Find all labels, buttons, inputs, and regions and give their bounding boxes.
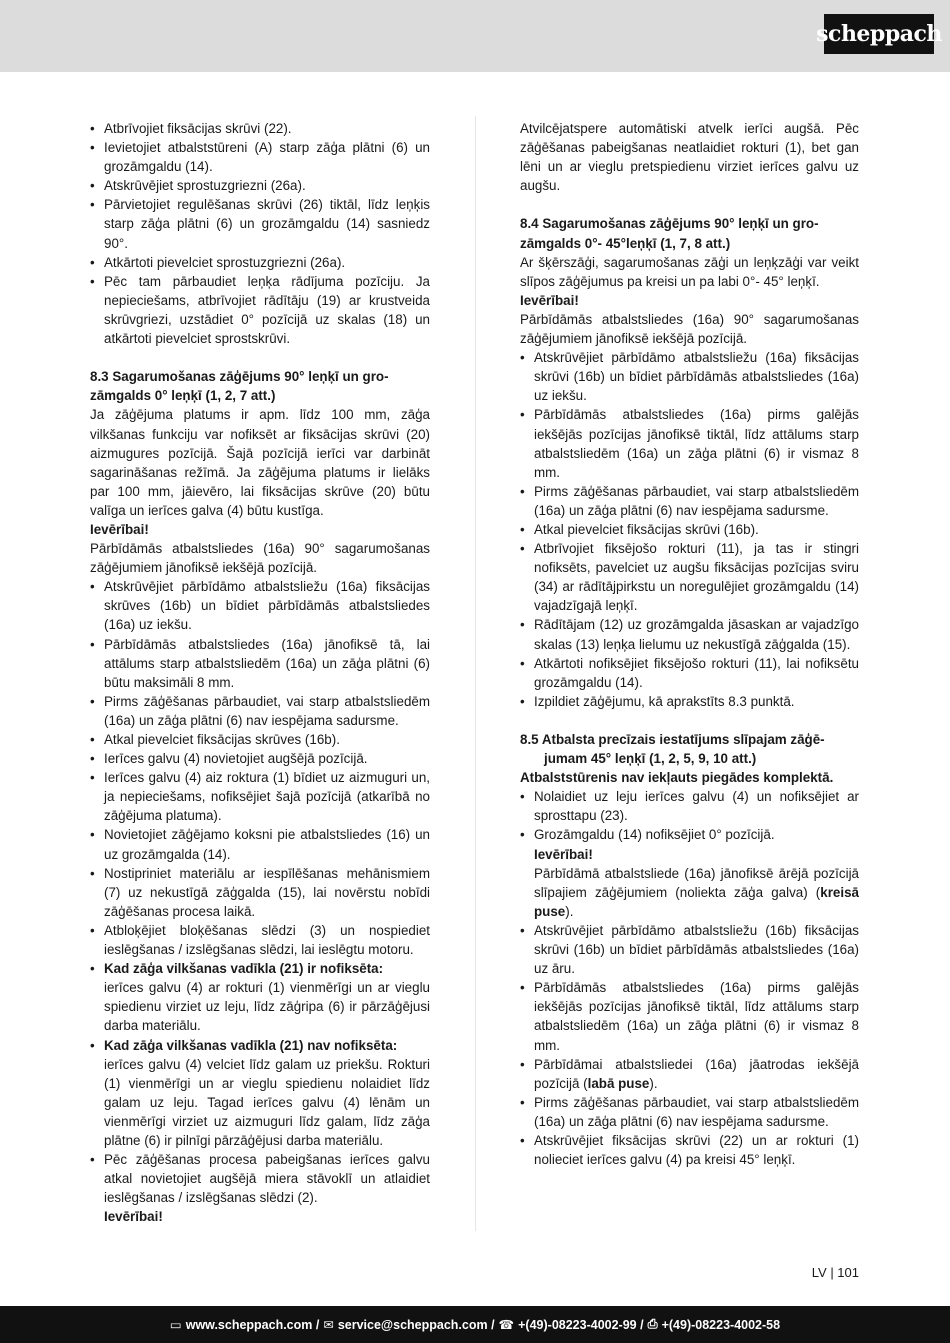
list-item: • Ievietojiet atbalststūreni (A) starp zāģa plātni (6) un grozāmgaldu (14). <box>90 138 430 176</box>
list-item: • Nolaidiet uz leju ierīces galvu (4) un nofiksējiet ar sprosttapu (23). <box>520 787 859 825</box>
list-item: • Atskrūvējiet pārbīdāmo atbalstsliežu (16a) fiksācijas skrūves (16b) un bīdiet pārbīdāmās atbalstsliedes (16a) uz iekšu. <box>90 577 430 634</box>
list-item: • Atbrīvojiet fiksācijas skrūvi (22). <box>90 119 430 138</box>
list-item: • Ierīces galvu (4) aiz roktura (1) bīdiet uz aizmuguri un, ja nepieciešams, nofiksējiet šajā pozīcijā (atkarībā no zāģējuma platuma). <box>90 768 430 825</box>
right-column <box>520 119 859 1169</box>
list-item: • Pārbīdāmās atbalstsliedes (16a) jānofiksē tā, lai attālums starp atbalstsliedēm (16a) un zāģa plātni (6) būtu maksimāli 8 mm. <box>90 635 430 692</box>
page-number: LV | 101 <box>811 1265 859 1280</box>
list-item: • Atkal pievelciet fiksācijas skrūves (16b). <box>90 730 430 749</box>
list-item: • Pārbīdāmās atbalstsliedes (16a) pirms galējās iekšējās pozīcijas jānofiksē tiktāl, līdz attālums starp atbalstsliedēm (16a) un zāģa plātni (6) ir vismaz 8 mm. <box>520 405 859 481</box>
section-8-3-list <box>90 577 430 1226</box>
note-label: Ievērībai! <box>90 521 149 537</box>
section-8-5-heading: 8.5 Atbalsta precīzais iestatījums slīpajam zāģē- jumam 45° leņķī (1, 2, 5, 9, 10 att.) <box>520 732 825 767</box>
continuation-paragraph: Atvilcējatspere automātiski atvelk ierīci augšā. Pēc zāģēšanas pabeigšanas neatlaidiet rokturi (1), bet gan lēni un ar vieglu pretspiedienu virziet ierīces galvu uz augšu. <box>520 121 859 194</box>
intro-list <box>90 119 430 348</box>
list-item: • Atskrūvējiet fiksācijas skrūvi (22) un ar rokturi (1) nolieciet ierīces galvu (4) pa kreisi 45° leņķī. <box>520 1131 859 1169</box>
section-8-4-paragraph: Ar šķērszāģi, sagarumošanas zāģi un leņķzāģi var veikt slīpos zāģējumus pa kreisi un pa labi 0°- 45° leņķī. <box>520 254 859 289</box>
scheppach-logo: scheppach <box>824 14 934 54</box>
note-label: Ievērībai! <box>520 292 579 308</box>
list-item: • Atbrīvojiet fiksējošo rokturi (11), ja tas ir stingri nofiksēts, pavelciet uz augšu fiksācijas pozīcijas sviru (34) ar rādītājpirkstu un noregulējiet grozāmgaldu (14) vajadzīgajā leņķī. <box>520 539 859 615</box>
list-item: • Atskrūvējiet pārbīdāmo atbalstsliežu (16a) fiksācijas skrūvi (16b) un bīdiet pārbīdāmās atbalstsliedes (16a) uz iekšu. <box>520 348 859 405</box>
list-item: • Atkārtoti pievelciet sprostuzgriezni (26a). <box>90 253 430 272</box>
phone-icon: ☎ <box>498 1318 515 1332</box>
note-text: Pārbīdāmās atbalstsliedes (16a) 90° sagarumošanas zāģējumiem jānofiksē iekšējā pozīcijā. <box>520 311 859 347</box>
note-label: Ievērībai! <box>534 846 593 862</box>
computer-icon: ▭ <box>169 1318 182 1332</box>
section-8-4-heading: 8.4 Sagarumošanas zāģējums 90° leņķī un gro- zāmgalds 0°- 45°leņķī (1, 7, 8 att.) <box>520 216 819 251</box>
list-item: • Atbloķējiet bloķēšanas slēdzi (3) un nospiediet ieslēgšanas / izslēgšanas slēdzi, lai ieslēgtu motoru. <box>90 921 430 959</box>
footer-bar <box>0 1306 950 1343</box>
section-8-3-heading: 8.3 Sagarumošanas zāģējums 90° leņķī un gro- zāmgalds 0° leņķī (1, 2, 7 att.) <box>90 369 389 404</box>
section-8-5-bold: Atbalststūrenis nav iekļauts piegādes komplektā. <box>520 770 834 786</box>
list-item: • Rādītājam (12) uz grozāmgalda jāsaskan ar vajadzīgo skalas (13) leņķa lielumu uz nekustīgā zāģgalda (15). <box>520 615 859 653</box>
list-item: • Pārbīdāmai atbalstsliedei (16a) jāatrodas iekšējā pozīcijā (labā puse). <box>520 1055 859 1093</box>
footer-phone: +(49)-08223-4002-99 / <box>518 1317 644 1332</box>
list-item: • Izpildiet zāģējumu, kā aprakstīts 8.3 punktā. <box>520 692 859 711</box>
mail-icon: ✉ <box>323 1318 334 1332</box>
footer-web[interactable]: www.scheppach.com / <box>185 1317 320 1332</box>
list-item: • Pārvietojiet regulēšanas skrūvi (26) tiktāl, līdz leņķis starp zāģa plātni (6) un grozāmgaldu (14) sasniedz 90°. <box>90 195 430 252</box>
list-item: • Pēc zāģēšanas procesa pabeigšanas ierīces galvu atkal novietojiet augšējā miera stāvoklī un atlaidiet ieslēgšanas / izslēgšanas slēdzi (2). Ievērībai! <box>90 1150 430 1226</box>
list-item: • Pirms zāģēšanas pārbaudiet, vai starp atbalstsliedēm (16a) un zāģa plātni (6) nav iespējama sadursme. <box>520 482 859 520</box>
unfixed-text: ierīces galvu (4) velciet līdz galam uz priekšu. Rokturi (1) vienmērīgi un ar vieglu spiedienu nolaidiet līdz galam uz leju. Tagad ierīces galvu (4) lēnām un vienmērīgi virziet uz aizmuguri līdz galam, līdz zāģa plātne (6) ir pilnīgi pārzāģējusi darba materiālu. <box>104 1056 430 1148</box>
section-8-5-list <box>520 787 859 1169</box>
list-item: • Nostipriniet materiālu ar iespīlēšanas mehānismiem (7) uz nekustīgā zāģgalda (15), lai novērstu nobīdi zāģēšanas procesa laikā. <box>90 864 430 921</box>
header-bar <box>0 0 950 72</box>
list-item: • Pēc tam pārbaudiet leņķa rādījuma pozīciju. Ja nepieciešams, atbrīvojiet rādītāju (19) ar krustveida skrūvgriezi, uzstādiet 0° pozīcijā uz skalas (18) un atkārtoti pievelciet sprostskrūvi. <box>90 272 430 348</box>
list-item: • Atkal pievelciet fiksācijas skrūvi (16b). <box>520 520 859 539</box>
fixed-label: Kad zāģa vilkšanas vadīkla (21) ir nofiksēta: <box>104 961 384 977</box>
list-item: • Grozāmgaldu (14) nofiksējiet 0° pozīcijā. Ievērībai! Pārbīdāmā atbalstsliede (16a) jānofiksē ārējā pozīcijā slīpajiem zāģējumiem (noliekta zāģa galva) (kreisā puse). <box>520 825 859 920</box>
list-item: • Ierīces galvu (4) novietojiet augšējā pozīcijā. <box>90 749 430 768</box>
fax-icon: ⎙ <box>647 1317 658 1331</box>
footer-email[interactable]: service@scheppach.com / <box>337 1317 495 1332</box>
list-item: • Pirms zāģēšanas pārbaudiet, vai starp atbalstsliedēm (16a) un zāģa plātni (6) nav iespējama sadursme. <box>520 1093 859 1131</box>
list-item: • Pārbīdāmās atbalstsliedes (16a) pirms galējās iekšējās pozīcijas jānofiksē tiktāl, līdz attālums starp atbalstsliedēm (16a) un zāģa plātni (6) ir vismaz 8 mm. <box>520 978 859 1054</box>
section-8-3-paragraph: Ja zāģējuma platums ir apm. līdz 100 mm, zāģa vilkšanas funkciju var nofiksēt ar fiksācijas skrūvi (20) aizmugures pozīcijā. Šajā pozīcijā ierīci var darbināt sagarināšanas režīmā. Ja zāģējuma platums ir lielāks par 100 mm, jāievēro, lai fiksācijas skrūve (20) būtu valīga un ierīces galva (4) būtu kustīga. <box>90 407 430 518</box>
list-item <box>90 1036 430 1151</box>
note-text: Pārbīdāmās atbalstsliedes (16a) 90° sagarumošanas zāģējumiem jānofiksē iekšējā pozīcijā. <box>90 541 430 576</box>
list-item <box>90 959 430 1035</box>
list-item: • Novietojiet zāģējamo koksni pie atbalstsliedes (16) un uz grozāmgalda (14). <box>90 825 430 863</box>
column-divider <box>475 116 476 1231</box>
note-text: Pārbīdāmā atbalstsliede (16a) jānofiksē ārējā pozīcijā slīpajiem zāģējumiem (noliekta zāģa galva) (kreisā puse). <box>534 865 859 919</box>
left-column <box>90 119 430 1226</box>
list-item: • Pirms zāģēšanas pārbaudiet, vai starp atbalstsliedēm (16a) un zāģa plātni (6) nav iespējama sadursme. <box>90 692 430 730</box>
fixed-text: ierīces galvu (4) ar rokturi (1) vienmērīgi un ar vieglu spiedienu virziet uz leju, līdz zāģripa (6) ir pārzāģējusi darba materiālu. <box>104 980 430 1034</box>
unfixed-label: Kad zāģa vilkšanas vadīkla (21) nav nofiksēta: <box>104 1037 398 1053</box>
list-item: • Atkārtoti nofiksējiet fiksējošo rokturi (11), lai nofiksētu grozāmgaldu (14). <box>520 654 859 692</box>
note-label: Ievērībai! <box>104 1209 163 1225</box>
list-item: • Atskrūvējiet pārbīdāmo atbalstsliežu (16b) fiksācijas skrūvi (16b) un bīdiet pārbīdāmās atbalstsliedes (16a) uz āru. <box>520 921 859 978</box>
footer-fax: +(49)-08223-4002-58 <box>661 1317 781 1332</box>
section-8-4-list <box>520 348 859 711</box>
list-item: • Atskrūvējiet sprostuzgriezni (26a). <box>90 176 430 195</box>
